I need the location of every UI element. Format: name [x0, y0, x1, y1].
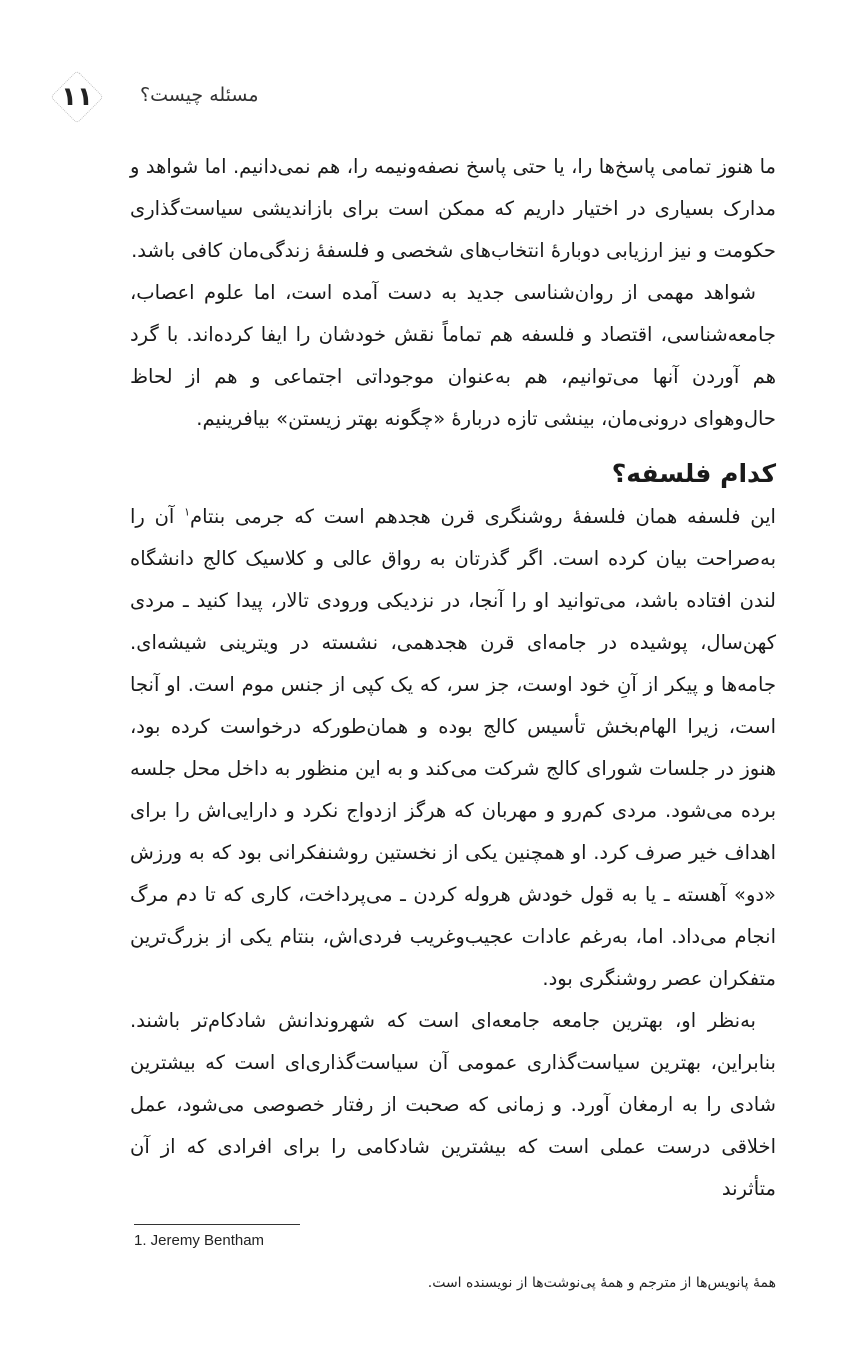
- paragraph-3-start: این فلسفه همان فلسفهٔ روشنگری قرن هجدهم است که جرمی بنتام: [190, 505, 776, 528]
- paragraph-1: ما هنوز تمامی پاسخ‌ها را، یا حتی پاسخ نصفه‌ونیمه را، هم نمی‌دانیم. اما شواهد و مدارک بسیاری در اختیار داریم که ممکن است برای بازاندیشی سیاست‌گذاری حکومت و نیز ارزیابی دوبارهٔ انتخاب‌های شخصی و فلسفهٔ زندگی‌مان کافی باشد.: [130, 155, 776, 262]
- paragraph-2: شواهد مهمی از روان‌شناسی جدید به دست آمده است، اما علوم اعصاب، جامعه‌شناسی، اقتصاد و فلسفه هم تماماً نقش خودشان را ایفا کرده‌اند. با گرد هم آوردن آنها می‌توانیم، هم به‌عنوان موجوداتی اجتماعی و هم از لحاظ حال‌وهوای درونی‌مان، بینشی تازه دربارهٔ «چگونه بهتر زیستن» بیافرینیم.: [130, 281, 776, 430]
- page-body: [130, 146, 776, 1210]
- section-heading: کدام فلسفه؟: [611, 459, 776, 488]
- page-number-text: ۱۱: [61, 82, 93, 112]
- paragraph-3-rest: آن را به‌صراحت بیان کرده است. اگر گذرتان به رواق عالی و کلاسیک کالج دانشگاه لندن افتاده باشد، می‌توانید او را آنجا، در نزدیکی ورودی تالار، پیدا کنید ـ مردی کهن‌سال، پوشیده در جامه‌ای قرن هجدهمی، نشسته در ویترینی شیشه‌ای. جامه‌ها و پیکر از آنِ خود اوست، جز سر، که یک کپی از جنس موم است. او آنجا است، زیرا الهام‌بخش تأسیس کالج بوده و همان‌طورکه درخواست کرده بود، هنوز در جلسات شورای کالج شرکت می‌کند و به این منظور به داخل محل جلسه برده می‌شود. مردی کم‌رو و مهربان که هرگز ازدواج نکرد و دارایی‌اش را برای اهداف خیر صرف کرد. او همچنین یکی از نخستین روشنفکرانی بود که به ورزش «دو» آهسته ـ یا به قول خودش هروله کردن ـ می‌پرداخت، کاری که تا دم مرگ انجام می‌داد. اما، به‌رغم عادات عجیب‌وغریب فردی‌اش، بنتام یکی از بزرگ‌ترین متفکران عصر روشنگری بود.: [130, 505, 776, 990]
- footnote-1: 1. Jeremy Bentham: [134, 1232, 265, 1249]
- paragraph-3: [130, 496, 776, 1000]
- page-number: [52, 74, 102, 120]
- running-head: مسئله چیست؟: [140, 84, 259, 106]
- paragraph-4: به‌نظر او، بهترین جامعه جامعه‌ای است که شهروندانش شادکام‌تر باشند. بنابراین، بهترین سیاست‌گذاری عمومی آن سیاست‌گذاری‌ای است که بیشترین شادی را به ارمغان آورد. و زمانی که صحبت از رفتار خصوصی می‌شود، عمل اخلاقی درست عملی است که بیشترین شادکامی را برای افرادی که از آن متأثرند: [130, 1009, 776, 1200]
- footnote-reference: ۱: [184, 505, 190, 519]
- translator-note: همهٔ پانویس‌ها از مترجم و همهٔ پی‌نوشت‌ها از نویسنده است.: [427, 1275, 776, 1291]
- footnote-divider: [134, 1224, 300, 1225]
